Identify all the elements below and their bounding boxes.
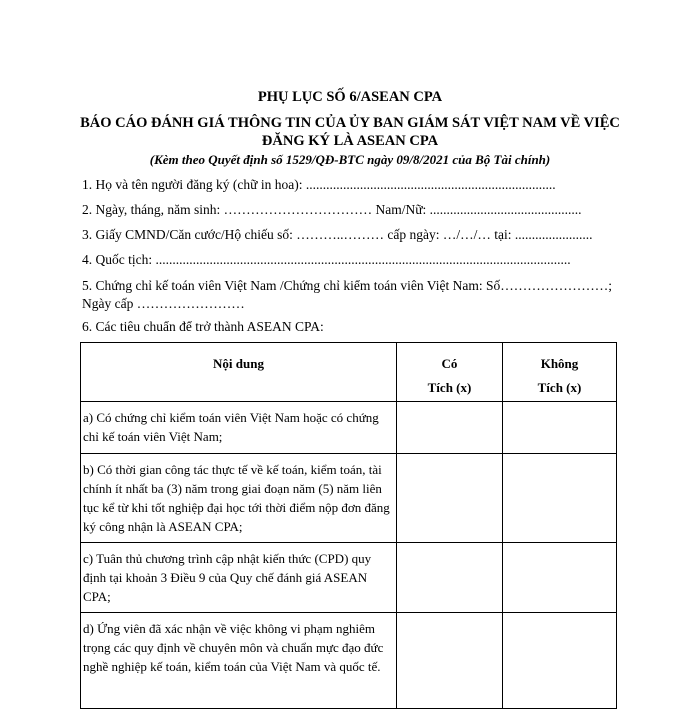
yes-checkbox-cell[interactable] [397, 454, 503, 543]
field-certificate: 5. Chứng chỉ kế toán viên Việt Nam /Chứng chỉ kiểm toán viên Việt Nam: Số……………………; Ngày cấp …………………… [82, 278, 612, 311]
report-title-line1: BÁO CÁO ĐÁNH GIÁ THÔNG TIN CỦA ỦY BAN GIÁM SÁT VIỆT NAM VỀ VIỆC [80, 115, 620, 131]
table-row [81, 543, 617, 613]
yes-checkbox-cell[interactable] [397, 543, 503, 613]
criterion-text: a) Có chứng chỉ kiểm toán viên Việt Nam hoặc có chứng chỉ kế toán viên Việt Nam; [81, 402, 397, 454]
appendix-title: PHỤ LỤC SỐ 6/ASEAN CPA [257, 89, 443, 105]
no-checkbox-cell[interactable] [503, 613, 617, 709]
criterion-text: c) Tuân thủ chương trình cập nhật kiến thức (CPD) quy định tại khoản 3 Điều 9 của Quy chế đánh giá ASEAN CPA; [81, 543, 397, 613]
header-yes: Có Tích (x) [397, 343, 503, 402]
header-no: Không Tích (x) [503, 343, 617, 402]
criterion-text: d) Ứng viên đã xác nhận về việc không vi phạm nghiêm trọng các quy định về chuyên môn và chuẩn mực đạo đức nghề nghiệp kế toán, kiểm toán của Việt Nam và quốc tế. [81, 613, 397, 709]
table-row [81, 454, 617, 543]
table-row [81, 402, 617, 454]
table-header-row [81, 343, 617, 402]
no-checkbox-cell[interactable] [503, 454, 617, 543]
table-row [81, 613, 617, 709]
yes-checkbox-cell[interactable] [397, 613, 503, 709]
report-subtitle: (Kèm theo Quyết định số 1529/QĐ-BTC ngày 09/8/2021 của Bộ Tài chính) [149, 152, 551, 167]
field-birth-gender: 2. Ngày, tháng, năm sinh: …………………………… Nam/Nữ: ............................................. [82, 202, 582, 217]
report-title-line2: ĐĂNG KÝ LÀ ASEAN CPA [261, 133, 439, 149]
no-checkbox-cell[interactable] [503, 543, 617, 613]
field-full-name: 1. Họ và tên người đăng ký (chữ in hoa): .......................................................................... [82, 177, 556, 192]
yes-checkbox-cell[interactable] [397, 402, 503, 454]
criterion-text: b) Có thời gian công tác thực tế về kế toán, kiểm toán, tài chính ít nhất ba (3) năm trong giai đoạn năm (5) năm liên tục kể từ khi tốt nghiệp đại học tới thời điểm nộp đơn đăng ký công nhận là ASEAN CPA; [81, 454, 397, 543]
header-content: Nội dung [81, 343, 397, 402]
field-nationality: 4. Quốc tịch: ........................................................................................................................... [82, 252, 571, 267]
criteria-label: 6. Các tiêu chuẩn để trở thành ASEAN CPA: [82, 319, 324, 334]
field-id-info: 3. Giấy CMND/Căn cước/Hộ chiếu số: ………..……… cấp ngày: …/…/… tại: ....................... [82, 227, 593, 242]
no-checkbox-cell[interactable] [503, 402, 617, 454]
criteria-table [80, 342, 617, 709]
